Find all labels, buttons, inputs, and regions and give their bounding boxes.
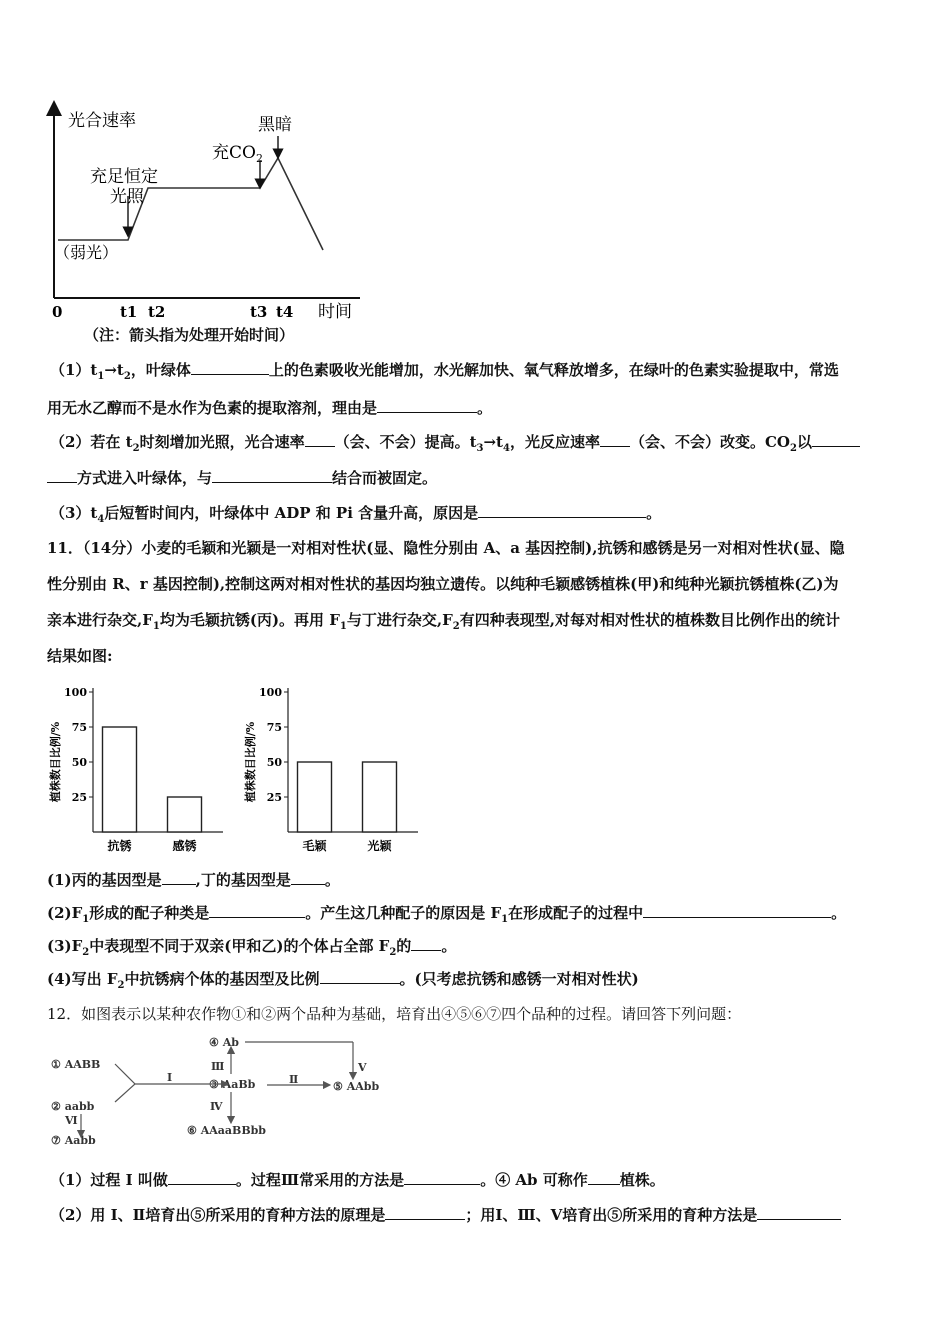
blank[interactable] xyxy=(191,360,269,375)
q11-line2: 性分别由 R、r 基因控制),控制这两对相对性状的基因均独立遗传。以纯种毛颖感锈植株(甲)和纯种光颖抗锈植株(乙)为 xyxy=(47,575,839,593)
route-2: Ⅱ xyxy=(289,1073,299,1086)
bar xyxy=(298,762,332,832)
tick-t2: t2 xyxy=(148,303,166,320)
blank[interactable] xyxy=(162,870,196,885)
node-6: ⑥ AAaaBBbb xyxy=(187,1124,266,1137)
blank[interactable] xyxy=(588,1170,620,1185)
x-tick-label: 抗锈 xyxy=(107,839,132,853)
q11-sub1: (1)丙的基因型是 ,丁的基因型是 。 xyxy=(47,871,340,889)
x-tick-label: 光颖 xyxy=(367,839,392,853)
blank[interactable] xyxy=(212,468,332,483)
blank[interactable] xyxy=(385,1205,465,1220)
node-1: ① AABB xyxy=(51,1058,101,1071)
y-tick-label: 25 xyxy=(266,791,282,804)
q11-sub2: $(2)F_1$形成的配子种类是 。产生这几种配子的原因是 $F_1$在形成配子的过程中 。 xyxy=(47,904,847,925)
breeding-diagram xyxy=(45,1032,405,1150)
y-tick-label: 50 xyxy=(71,756,87,769)
y-tick-label: 50 xyxy=(266,756,282,769)
y-tick-label: 75 xyxy=(266,721,282,734)
bar xyxy=(168,797,202,832)
route-1: Ⅰ xyxy=(167,1071,173,1084)
q10-part1-line2: 用无水乙醇而不是水作为色素的提取溶剂，理由是 。 xyxy=(47,399,493,417)
y-axis-label: 植株数目比例/% xyxy=(49,721,62,803)
q10-part3: $(3)t_4$后短暂时间内，叶绿体中 ADP 和 Pi 含量升高，原因是 。 xyxy=(50,504,662,525)
ann-light-2: 光照 xyxy=(110,187,144,207)
route-6: Ⅵ xyxy=(65,1114,78,1127)
tick-t4: t4 xyxy=(276,303,294,320)
q12-sub2: （2）用 I、Ⅱ培育出⑤所采用的育种方法的原理是 ；用Ⅰ、Ⅲ、Ⅴ培育出⑤所采用的育种方法是 xyxy=(50,1205,841,1225)
ann-weak: （弱光） xyxy=(54,243,119,262)
q10-part2-line1: （2）若在 $t_2$时刻增加光照，光合速率 （会、不会）提高。$t_3\to t_4$，光反应速率 （会、不会）改变。$CO_2$以 xyxy=(50,432,860,459)
y-tick-label: 75 xyxy=(71,721,87,734)
route-3: Ⅲ xyxy=(211,1060,225,1073)
blank[interactable] xyxy=(320,969,400,984)
blank[interactable] xyxy=(757,1205,841,1220)
bar xyxy=(363,762,397,832)
blank[interactable] xyxy=(411,936,441,951)
blank[interactable] xyxy=(404,1170,480,1185)
blank[interactable] xyxy=(305,432,335,447)
y-label: 光合速率 xyxy=(68,111,136,131)
route-4: Ⅳ xyxy=(210,1100,223,1113)
q12-intro: 12．如图表示以某种农作物①和②两个品种为基础，培育出④⑤⑥⑦四个品种的过程。请回答下列问题： xyxy=(47,1005,742,1023)
bar-chart-resistance xyxy=(45,682,235,858)
graph-note: （注：箭头指为处理开始时间） xyxy=(84,326,295,344)
blank[interactable] xyxy=(812,432,860,447)
bar xyxy=(103,727,137,832)
node-2: ② aabb xyxy=(51,1100,95,1113)
node-7: ⑦ Aabb xyxy=(51,1134,96,1147)
tick-t3: t3 xyxy=(250,303,268,320)
q11-sub4: (4)写出 $F_2$中抗锈病个体的基因型及比例 。(只考虑抗锈和感锈一对相对性状) xyxy=(47,970,639,991)
y-tick-label: 100 xyxy=(259,686,282,699)
blank[interactable] xyxy=(291,870,325,885)
ann-light-1: 充足恒定 xyxy=(90,167,158,187)
q12-sub1: （1）过程 I 叫做 。过程Ⅲ常采用的方法是 。④ Ab 可称作 植株。 xyxy=(50,1171,665,1189)
origin-label: 0 xyxy=(52,303,63,320)
q10-part2-line2: 方式进入叶绿体，与 结合而被固定。 xyxy=(47,468,437,488)
photosynthesis-graph xyxy=(40,100,380,320)
q10-part1-line1: $(1)t_1\to t_2$，叶绿体 上的色素吸收光能增加，水光解加快、氧气释放增多，在绿叶的色素实验提取中，常选 xyxy=(50,361,839,382)
y-tick-label: 25 xyxy=(71,791,87,804)
y-axis-label: 植株数目比例/% xyxy=(244,721,257,803)
node-4: ④ Ab xyxy=(209,1036,239,1049)
blank[interactable] xyxy=(643,903,831,918)
q11-line3: 亲本进行杂交$,F_1$均为毛颖抗锈(丙)。再用 $F_1$与丁进行杂交$,F_2$有四种表现型,对每对相对性状的植株数目比例作出的统计 xyxy=(47,611,840,632)
blank[interactable] xyxy=(478,503,646,518)
blank[interactable] xyxy=(168,1170,236,1185)
blank[interactable] xyxy=(209,903,305,918)
q11-line4: 结果如图: xyxy=(47,647,113,665)
node-5: ⑤ AAbb xyxy=(333,1080,380,1093)
blank[interactable] xyxy=(47,468,77,483)
route-5: Ⅴ xyxy=(358,1061,367,1074)
ann-dark: 黑暗 xyxy=(258,115,292,135)
y-tick-label: 100 xyxy=(64,686,87,699)
node-3: ③ AaBb xyxy=(209,1078,256,1091)
blank[interactable] xyxy=(600,432,630,447)
x-label: 时间 xyxy=(318,302,352,320)
bar-chart-glume xyxy=(240,682,430,858)
tick-t1: t1 xyxy=(120,303,138,320)
ann-co2: 充$CO_2$ xyxy=(212,143,263,165)
x-tick-label: 毛颖 xyxy=(302,839,327,853)
x-tick-label: 感锈 xyxy=(172,839,197,853)
blank[interactable] xyxy=(377,398,477,413)
q11-line1: 11．（14分）小麦的毛颖和光颖是一对相对性状(显、隐性分别由 A、a 基因控制),抗锈和感锈是另一对相对性状(显、隐 xyxy=(47,539,845,557)
q11-sub3: $(3)F_2$中表现型不同于双亲(甲和乙)的个体占全部 $F_2$的 。 xyxy=(47,937,457,958)
